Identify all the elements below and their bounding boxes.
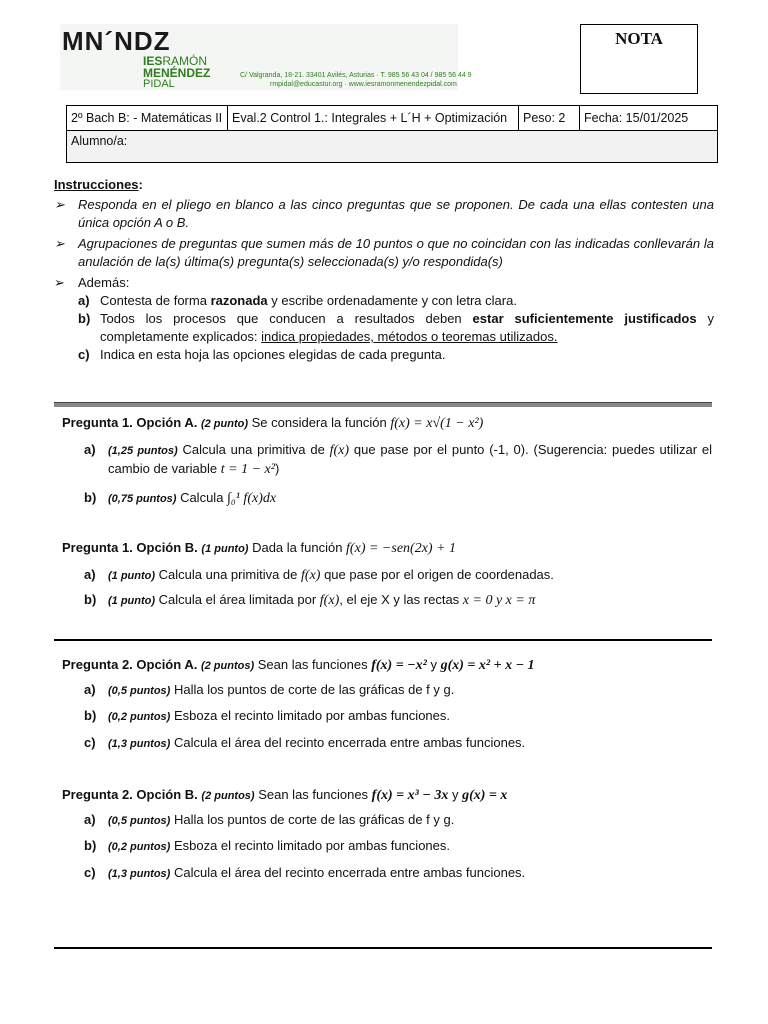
weight-cell: Peso: 2 <box>519 106 580 131</box>
eval-cell: Eval.2 Control 1.: Integrales + L´H + Optimización <box>228 106 519 131</box>
logo-school-name-1: IESRAMÓN <box>143 54 208 68</box>
date-cell: Fecha: 15/01/2025 <box>580 106 718 131</box>
student-name-field[interactable]: Alumno/a: <box>67 131 718 163</box>
question-part: c) (1,3 puntos) Calcula el área del recinto encerrada entre ambas funciones. <box>84 865 526 880</box>
question-part: a) (1,25 puntos) Calcula una primitiva de f(x) que pase por el punto (-1, 0). (Sugerencia: puedes utilizar el cambio de variable t = 1 − x²) <box>84 442 712 477</box>
logo-school-name-3: PIDAL <box>143 78 175 90</box>
question-part: b) (0,2 puntos) Esboza el recinto limitado por ambas funciones. <box>84 838 450 853</box>
question-part: a) (0,5 puntos) Halla los puntos de corte de las gráficas de f y g. <box>84 682 455 697</box>
question-heading: Pregunta 1. Opción A. (2 punto) Se considera la función f(x) = x√(1 − x²) <box>62 415 484 431</box>
instruction-item: ➢ Además: <box>54 275 130 290</box>
question-1-option-b <box>62 539 712 610</box>
arrow-bullet-icon: ➢ <box>54 275 65 290</box>
section-divider <box>54 402 712 407</box>
question-part: b) (0,75 puntos) Calcula ∫₀¹ f(x)dx <box>84 490 277 506</box>
arrow-bullet-icon: ➢ <box>54 197 65 212</box>
instruction-subitem: b) Todos los procesos que conducen a resultados deben estar suficientemente justificados y completamente explicados: indica propiedades, métodos o teoremas utilizados. <box>78 311 714 344</box>
instructions-section <box>54 176 714 364</box>
section-divider <box>54 947 712 949</box>
instruction-item: ➢ Responda en el pliego en blanco a las cinco preguntas que se proponen. De cada una ellas contesten una única opción A o B. <box>54 197 714 230</box>
instruction-subitem: a) Contesta de forma razonada y escribe ordenadamente y con letra clara. <box>78 293 517 308</box>
grade-label: NOTA <box>615 29 663 48</box>
question-part: b) (0,2 puntos) Esboza el recinto limitado por ambas funciones. <box>84 708 450 723</box>
logo-mark: MN´NDZ <box>62 26 171 56</box>
arrow-bullet-icon: ➢ <box>54 236 65 251</box>
question-2-option-b <box>62 786 712 883</box>
question-heading: Pregunta 1. Opción B. (1 punto) Dada la función f(x) = −sen(2x) + 1 <box>62 540 457 556</box>
school-address: C/ Valgranda, 18-21. 33401 Avilés, Asturias · T. 985 56 43 04 / 985 56 44 9 <box>240 72 472 79</box>
question-part: a) (0,5 puntos) Halla los puntos de corte de las gráficas de f y g. <box>84 812 455 827</box>
course-cell: 2º Bach B: - Matemáticas II <box>67 106 228 131</box>
question-heading: Pregunta 2. Opción B. (2 puntos) Sean las funciones f(x) = x³ − 3x y g(x) = x <box>62 787 508 803</box>
question-part: a) (1 punto) Calcula una primitiva de f(x) que pase por el origen de coordenadas. <box>84 567 554 583</box>
grade-box[interactable] <box>580 24 698 94</box>
instruction-item: ➢ Agrupaciones de preguntas que sumen más de 10 puntos o que no coincidan con las indicadas conllevarán la anulación de la(s) última(s) pregunta(s) seleccionada(s) y/o respondida(s) <box>54 236 714 269</box>
question-2-option-a <box>62 656 712 753</box>
logo-school-name-2: MENÉNDEZ <box>143 66 211 80</box>
question-part: b) (1 punto) Calcula el área limitada por f(x), el eje X y las rectas x = 0 y x = π <box>84 592 536 608</box>
exam-header-table <box>66 105 718 163</box>
section-divider <box>54 639 712 641</box>
question-heading: Pregunta 2. Opción A. (2 puntos) Sean las funciones f(x) = −x² y g(x) = x² + x − 1 <box>62 657 535 673</box>
school-contact: rmpidal@educastur.org · www.iesramonmenendezpidal.com <box>270 81 457 88</box>
instructions-title: Instrucciones: <box>54 177 143 192</box>
instruction-subitem: c) Indica en esta hoja las opciones elegidas de cada pregunta. <box>78 347 446 362</box>
question-part: c) (1,3 puntos) Calcula el área del recinto encerrada entre ambas funciones. <box>84 735 526 750</box>
question-1-option-a <box>62 414 712 508</box>
